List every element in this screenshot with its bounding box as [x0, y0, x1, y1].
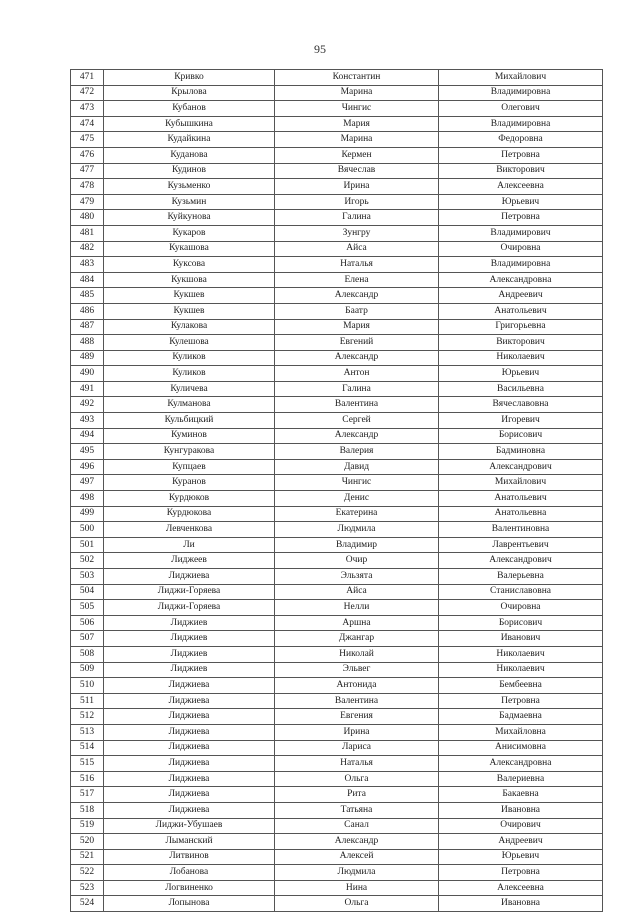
last-name-cell: Кудинов: [104, 163, 275, 179]
first-name-cell: Джангар: [275, 631, 439, 647]
first-name-cell: Зунгру: [275, 225, 439, 241]
table-row: [71, 537, 603, 553]
last-name-cell: Курдюков: [104, 491, 275, 507]
patronymic-cell: Борисович: [439, 615, 603, 631]
patronymic-cell: Бадмаевна: [439, 709, 603, 725]
last-name-cell: Ли: [104, 537, 275, 553]
patronymic-cell: Иванович: [439, 631, 603, 647]
last-name-cell: Кубышкина: [104, 116, 275, 132]
patronymic-cell: Викторович: [439, 335, 603, 351]
row-number: 504: [71, 584, 104, 600]
patronymic-cell: Николаевич: [439, 350, 603, 366]
patronymic-cell: Бембеевна: [439, 678, 603, 694]
patronymic-cell: Валериевна: [439, 771, 603, 787]
row-number: 480: [71, 210, 104, 226]
last-name-cell: Кузьмин: [104, 194, 275, 210]
first-name-cell: Александр: [275, 834, 439, 850]
last-name-cell: Лиджиева: [104, 787, 275, 803]
first-name-cell: Наталья: [275, 257, 439, 273]
patronymic-cell: Николаевич: [439, 646, 603, 662]
first-name-cell: Рита: [275, 787, 439, 803]
table-row: [71, 740, 603, 756]
first-name-cell: Санал: [275, 818, 439, 834]
table-row: [71, 849, 603, 865]
patronymic-cell: Ивановна: [439, 896, 603, 912]
table-row: [71, 662, 603, 678]
first-name-cell: Валерия: [275, 444, 439, 460]
last-name-cell: Купцаев: [104, 459, 275, 475]
row-number: 475: [71, 132, 104, 148]
table-row: [71, 787, 603, 803]
last-name-cell: Лиджиева: [104, 802, 275, 818]
row-number: 505: [71, 600, 104, 616]
patronymic-cell: Михайловна: [439, 724, 603, 740]
patronymic-cell: Петровна: [439, 693, 603, 709]
last-name-cell: Кукашова: [104, 241, 275, 257]
patronymic-cell: Юрьевич: [439, 849, 603, 865]
table-row: [71, 241, 603, 257]
table-row: [71, 413, 603, 429]
first-name-cell: Екатерина: [275, 506, 439, 522]
table-row: [71, 553, 603, 569]
row-number: 489: [71, 350, 104, 366]
patronymic-cell: Николаевич: [439, 662, 603, 678]
first-name-cell: Айса: [275, 584, 439, 600]
first-name-cell: Нина: [275, 880, 439, 896]
patronymic-cell: Алексеевна: [439, 179, 603, 195]
row-number: 498: [71, 491, 104, 507]
last-name-cell: Лиджиева: [104, 709, 275, 725]
first-name-cell: Чингис: [275, 101, 439, 117]
row-number: 519: [71, 818, 104, 834]
row-number: 511: [71, 693, 104, 709]
first-name-cell: Очир: [275, 553, 439, 569]
patronymic-cell: Александрович: [439, 553, 603, 569]
patronymic-cell: Юрьевич: [439, 366, 603, 382]
row-number: 488: [71, 335, 104, 351]
table-row: [71, 288, 603, 304]
table-row: [71, 319, 603, 335]
first-name-cell: Ольга: [275, 771, 439, 787]
first-name-cell: Кермен: [275, 147, 439, 163]
patronymic-cell: Валентиновна: [439, 522, 603, 538]
first-name-cell: Эльзята: [275, 569, 439, 585]
patronymic-cell: Анатольевич: [439, 303, 603, 319]
first-name-cell: Алексей: [275, 849, 439, 865]
row-number: 474: [71, 116, 104, 132]
patronymic-cell: Григорьевна: [439, 319, 603, 335]
last-name-cell: Куйкунова: [104, 210, 275, 226]
last-name-cell: Левченкова: [104, 522, 275, 538]
table-row: [71, 896, 603, 912]
patronymic-cell: Анатольевич: [439, 491, 603, 507]
row-number: 520: [71, 834, 104, 850]
last-name-cell: Лиджиева: [104, 756, 275, 772]
table-row: [71, 802, 603, 818]
first-name-cell: Евгений: [275, 335, 439, 351]
last-name-cell: Лобанова: [104, 865, 275, 881]
first-name-cell: Денис: [275, 491, 439, 507]
last-name-cell: Кукшова: [104, 272, 275, 288]
row-number: 501: [71, 537, 104, 553]
table-row: [71, 225, 603, 241]
last-name-cell: Кукаров: [104, 225, 275, 241]
first-name-cell: Марина: [275, 85, 439, 101]
first-name-cell: Аршна: [275, 615, 439, 631]
patronymic-cell: Станиславовна: [439, 584, 603, 600]
patronymic-cell: Владимировна: [439, 257, 603, 273]
first-name-cell: Александр: [275, 288, 439, 304]
table-row: [71, 459, 603, 475]
table-row: [71, 366, 603, 382]
table-row: [71, 257, 603, 273]
last-name-cell: Логвиненко: [104, 880, 275, 896]
patronymic-cell: Андреевич: [439, 834, 603, 850]
table-row: [71, 397, 603, 413]
first-name-cell: Ирина: [275, 179, 439, 195]
first-name-cell: Мария: [275, 116, 439, 132]
first-name-cell: Антонида: [275, 678, 439, 694]
row-number: 496: [71, 459, 104, 475]
first-name-cell: Вячеслав: [275, 163, 439, 179]
first-name-cell: Марина: [275, 132, 439, 148]
row-number: 495: [71, 444, 104, 460]
table-row: [71, 179, 603, 195]
row-number: 502: [71, 553, 104, 569]
table-row: [71, 475, 603, 491]
last-name-cell: Лиджиева: [104, 724, 275, 740]
row-number: 523: [71, 880, 104, 896]
last-name-cell: Кукшев: [104, 288, 275, 304]
table-row: [71, 163, 603, 179]
last-name-cell: Кунгуракова: [104, 444, 275, 460]
table-row: [71, 147, 603, 163]
table-row: [71, 210, 603, 226]
patronymic-cell: Петровна: [439, 210, 603, 226]
last-name-cell: Лиджиева: [104, 740, 275, 756]
row-number: 485: [71, 288, 104, 304]
row-number: 516: [71, 771, 104, 787]
patronymic-cell: Александровна: [439, 272, 603, 288]
row-number: 484: [71, 272, 104, 288]
patronymic-cell: Михайлович: [439, 70, 603, 86]
row-number: 490: [71, 366, 104, 382]
first-name-cell: Александр: [275, 350, 439, 366]
row-number: 492: [71, 397, 104, 413]
last-name-cell: Лиджиева: [104, 693, 275, 709]
table-row: [71, 303, 603, 319]
last-name-cell: Кудайкина: [104, 132, 275, 148]
last-name-cell: Крылова: [104, 85, 275, 101]
first-name-cell: Владимир: [275, 537, 439, 553]
table-row: [71, 569, 603, 585]
table-row: [71, 506, 603, 522]
first-name-cell: Татьяна: [275, 802, 439, 818]
first-name-cell: Елена: [275, 272, 439, 288]
table-row: [71, 101, 603, 117]
row-number: 499: [71, 506, 104, 522]
last-name-cell: Куданова: [104, 147, 275, 163]
table-row: [71, 350, 603, 366]
patronymic-cell: Анисимовна: [439, 740, 603, 756]
table-row: [71, 70, 603, 86]
row-number: 521: [71, 849, 104, 865]
last-name-cell: Куликов: [104, 366, 275, 382]
patronymic-cell: Бакаевна: [439, 787, 603, 803]
patronymic-cell: Федоровна: [439, 132, 603, 148]
table-row: [71, 194, 603, 210]
table-row: [71, 381, 603, 397]
first-name-cell: Николай: [275, 646, 439, 662]
first-name-cell: Людмила: [275, 522, 439, 538]
first-name-cell: Галина: [275, 210, 439, 226]
row-number: 493: [71, 413, 104, 429]
last-name-cell: Куксова: [104, 257, 275, 273]
patronymic-cell: Бадминовна: [439, 444, 603, 460]
table-row: [71, 272, 603, 288]
first-name-cell: Чингис: [275, 475, 439, 491]
first-name-cell: Александр: [275, 428, 439, 444]
patronymic-cell: Петровна: [439, 147, 603, 163]
patronymic-cell: Васильевна: [439, 381, 603, 397]
patronymic-cell: Очирович: [439, 818, 603, 834]
row-number: 481: [71, 225, 104, 241]
row-number: 524: [71, 896, 104, 912]
row-number: 483: [71, 257, 104, 273]
first-name-cell: Ольга: [275, 896, 439, 912]
last-name-cell: Лыманский: [104, 834, 275, 850]
patronymic-cell: Юрьевич: [439, 194, 603, 210]
page-number: 95: [314, 42, 326, 56]
first-name-cell: Сергей: [275, 413, 439, 429]
table-row: [71, 116, 603, 132]
last-name-cell: Курдюкова: [104, 506, 275, 522]
last-name-cell: Лиджи-Горяева: [104, 584, 275, 600]
patronymic-cell: Михайлович: [439, 475, 603, 491]
row-number: 522: [71, 865, 104, 881]
table-row: [71, 693, 603, 709]
row-number: 512: [71, 709, 104, 725]
first-name-cell: Лариса: [275, 740, 439, 756]
first-name-cell: Нелли: [275, 600, 439, 616]
patronymic-cell: Борисович: [439, 428, 603, 444]
patronymic-cell: Викторович: [439, 163, 603, 179]
table-row: [71, 584, 603, 600]
row-number: 507: [71, 631, 104, 647]
patronymic-cell: Игоревич: [439, 413, 603, 429]
last-name-cell: Лиджиев: [104, 646, 275, 662]
row-number: 509: [71, 662, 104, 678]
patronymic-cell: Ивановна: [439, 802, 603, 818]
row-number: 486: [71, 303, 104, 319]
last-name-cell: Куминов: [104, 428, 275, 444]
last-name-cell: Лиджеев: [104, 553, 275, 569]
last-name-cell: Кульбицкий: [104, 413, 275, 429]
patronymic-cell: Вячеславовна: [439, 397, 603, 413]
patronymic-cell: Петровна: [439, 865, 603, 881]
row-number: 482: [71, 241, 104, 257]
row-number: 479: [71, 194, 104, 210]
last-name-cell: Лопынова: [104, 896, 275, 912]
last-name-cell: Кукшев: [104, 303, 275, 319]
patronymic-cell: Александрович: [439, 459, 603, 475]
patronymic-cell: Олегович: [439, 101, 603, 117]
last-name-cell: Кузьменко: [104, 179, 275, 195]
patronymic-cell: Лаврентьевич: [439, 537, 603, 553]
table-row: [71, 444, 603, 460]
last-name-cell: Лиджиева: [104, 678, 275, 694]
table-row: [71, 132, 603, 148]
patronymic-cell: Александровна: [439, 756, 603, 772]
table-row: [71, 834, 603, 850]
last-name-cell: Лиджиев: [104, 631, 275, 647]
first-name-cell: Антон: [275, 366, 439, 382]
first-name-cell: Давид: [275, 459, 439, 475]
row-number: 476: [71, 147, 104, 163]
table-row: [71, 646, 603, 662]
row-number: 503: [71, 569, 104, 585]
patronymic-cell: Владимирович: [439, 225, 603, 241]
last-name-cell: Кубанов: [104, 101, 275, 117]
table-row: [71, 709, 603, 725]
row-number: 514: [71, 740, 104, 756]
table-row: [71, 631, 603, 647]
last-name-cell: Лиджи-Горяева: [104, 600, 275, 616]
last-name-cell: Лиджиев: [104, 662, 275, 678]
patronymic-cell: Владимировна: [439, 116, 603, 132]
last-name-cell: Лиджиева: [104, 569, 275, 585]
table-row: [71, 678, 603, 694]
last-name-cell: Лиджи-Убушаев: [104, 818, 275, 834]
last-name-cell: Лиджиева: [104, 771, 275, 787]
table-row: [71, 724, 603, 740]
patronymic-cell: Анатольевна: [439, 506, 603, 522]
patronymic-cell: Очировна: [439, 241, 603, 257]
first-name-cell: Константин: [275, 70, 439, 86]
patronymic-cell: Владимировна: [439, 85, 603, 101]
table-row: [71, 335, 603, 351]
row-number: 472: [71, 85, 104, 101]
last-name-cell: Куличева: [104, 381, 275, 397]
table-row: [71, 491, 603, 507]
first-name-cell: Наталья: [275, 756, 439, 772]
last-name-cell: Кулманова: [104, 397, 275, 413]
row-number: 513: [71, 724, 104, 740]
table-row: [71, 85, 603, 101]
table-row: [71, 880, 603, 896]
row-number: 500: [71, 522, 104, 538]
first-name-cell: Галина: [275, 381, 439, 397]
table-row: [71, 756, 603, 772]
patronymic-cell: Андреевич: [439, 288, 603, 304]
first-name-cell: Валентина: [275, 693, 439, 709]
row-number: 478: [71, 179, 104, 195]
table-row: [71, 428, 603, 444]
row-number: 508: [71, 646, 104, 662]
last-name-cell: Куликов: [104, 350, 275, 366]
last-name-cell: Литвинов: [104, 849, 275, 865]
row-number: 518: [71, 802, 104, 818]
first-name-cell: Эльвег: [275, 662, 439, 678]
first-name-cell: Валентина: [275, 397, 439, 413]
patronymic-cell: Валерьевна: [439, 569, 603, 585]
name-table-body: [71, 70, 603, 912]
first-name-cell: Ирина: [275, 724, 439, 740]
row-number: 506: [71, 615, 104, 631]
row-number: 477: [71, 163, 104, 179]
patronymic-cell: Алексеевна: [439, 880, 603, 896]
table-row: [71, 865, 603, 881]
name-table: [70, 69, 603, 912]
table-row: [71, 615, 603, 631]
row-number: 517: [71, 787, 104, 803]
last-name-cell: Кривко: [104, 70, 275, 86]
first-name-cell: Айса: [275, 241, 439, 257]
first-name-cell: Мария: [275, 319, 439, 335]
table-row: [71, 522, 603, 538]
table-row: [71, 771, 603, 787]
last-name-cell: Кулешова: [104, 335, 275, 351]
patronymic-cell: Очировна: [439, 600, 603, 616]
table-row: [71, 818, 603, 834]
last-name-cell: Кулакова: [104, 319, 275, 335]
first-name-cell: Баатр: [275, 303, 439, 319]
row-number: 473: [71, 101, 104, 117]
table-row: [71, 600, 603, 616]
last-name-cell: Лиджиев: [104, 615, 275, 631]
first-name-cell: Людмила: [275, 865, 439, 881]
first-name-cell: Игорь: [275, 194, 439, 210]
row-number: 510: [71, 678, 104, 694]
row-number: 471: [71, 70, 104, 86]
first-name-cell: Евгения: [275, 709, 439, 725]
row-number: 494: [71, 428, 104, 444]
row-number: 487: [71, 319, 104, 335]
row-number: 515: [71, 756, 104, 772]
row-number: 491: [71, 381, 104, 397]
row-number: 497: [71, 475, 104, 491]
last-name-cell: Куранов: [104, 475, 275, 491]
